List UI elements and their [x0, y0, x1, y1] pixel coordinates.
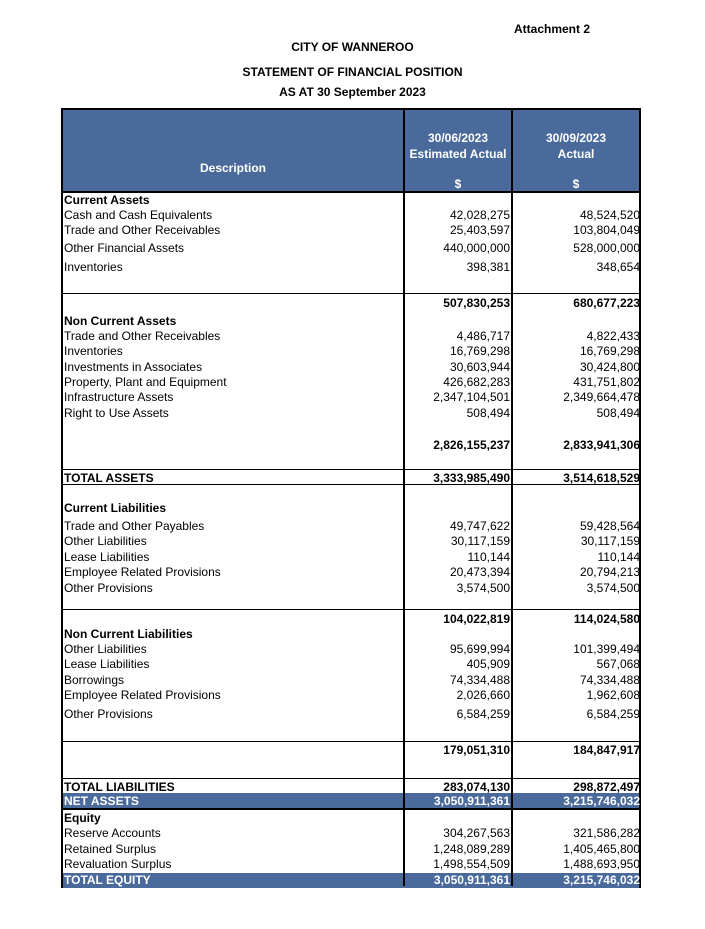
rule-current-assets-subtotal — [63, 293, 639, 294]
actual-currency: $ — [572, 177, 580, 191]
table-row: Other Provisions 6,584,259 6,584,259 — [64, 707, 640, 721]
subtotal-row: 2,826,155,237 2,833,941,306 — [433, 438, 640, 452]
estimated-actual-date: 30/06/2023 — [427, 131, 489, 145]
table-row: Cash and Cash Equivalents 42,028,275 48,524,520 — [64, 208, 640, 222]
description-header — [63, 110, 403, 192]
net-assets-row: NET ASSETS 3,050,911,361 3,215,746,032 — [64, 794, 640, 808]
table-row: Revaluation Surplus 1,498,554,509 1,488,693,950 — [64, 857, 640, 871]
statement-title: STATEMENT OF FINANCIAL POSITION — [242, 65, 463, 79]
table-row: Trade and Other Payables 49,747,622 59,428,564 — [64, 519, 640, 533]
rule-total-assets-top — [63, 469, 639, 470]
total-liabilities-row: TOTAL LIABILITIES 283,074,130 298,872,497 — [64, 780, 640, 794]
actual-header — [513, 110, 639, 192]
table-row: Employee Related Provisions 20,473,394 20,794,213 — [64, 565, 640, 579]
financial-statement-table — [61, 108, 641, 888]
table-row: Right to Use Assets 508,494 508,494 — [64, 406, 640, 420]
attachment-label: Attachment 2 — [514, 22, 591, 36]
total-equity-row: TOTAL EQUITY 3,050,911,361 3,215,746,032 — [64, 873, 640, 887]
table-row: Borrowings 74,334,488 74,334,488 — [64, 673, 640, 687]
estimated-actual-label: Estimated Actual — [409, 147, 507, 161]
table-row: Infrastructure Assets 2,347,104,501 2,349,664,478 — [64, 390, 640, 404]
section-heading-current-assets: Current Assets — [64, 193, 150, 207]
table-row: Investments in Associates 30,603,944 30,424,800 — [64, 360, 640, 374]
table-row: Property, Plant and Equipment 426,682,283 431,751,802 — [64, 375, 640, 389]
table-row: Lease Liabilities 110,144 110,144 — [64, 550, 640, 564]
organisation-name: CITY OF WANNEROO — [291, 40, 414, 54]
table-row: Other Financial Assets 440,000,000 528,000,000 — [64, 241, 640, 255]
table-row: Inventories 16,769,298 16,769,298 — [64, 344, 640, 358]
table-row: Other Liabilities 30,117,159 30,117,159 — [64, 534, 640, 548]
subtotal-row: 104,022,819 114,024,580 — [443, 612, 640, 626]
rule-total-liabilities-top — [63, 778, 639, 779]
table-row: Employee Related Provisions 2,026,660 1,962,608 — [64, 688, 640, 702]
table-row: Trade and Other Receivables 25,403,597 103,804,049 — [64, 223, 640, 237]
table-row: Inventories 398,381 348,654 — [64, 260, 640, 274]
estimated-actual-currency: $ — [454, 177, 462, 191]
subtotal-row: 179,051,310 184,847,917 — [443, 743, 640, 757]
estimated-actual-header — [405, 110, 511, 192]
statement-date: AS AT 30 September 2023 — [279, 85, 426, 99]
actual-label: Actual — [557, 147, 595, 161]
rule-current-liabilities-subtotal — [63, 609, 639, 610]
section-heading-equity: Equity — [64, 811, 101, 825]
table-row: Reserve Accounts 304,267,563 321,586,282 — [64, 826, 640, 840]
section-heading-current-liabilities: Current Liabilities — [64, 501, 167, 515]
rule-non-current-liabilities-subtotal — [63, 741, 639, 742]
section-heading-non-current-assets: Non Current Assets — [64, 314, 177, 328]
table-row: Other Liabilities 95,699,994 101,399,494 — [64, 642, 640, 656]
table-row: Trade and Other Receivables 4,486,717 4,822,433 — [64, 329, 640, 343]
total-assets-row: TOTAL ASSETS 3,333,985,490 3,514,618,529 — [64, 471, 640, 485]
table-row: Other Provisions 3,574,500 3,574,500 — [64, 581, 640, 595]
actual-date: 30/09/2023 — [545, 131, 607, 145]
section-heading-non-current-liabilities: Non Current Liabilities — [64, 627, 193, 641]
description-header-label: Description — [199, 161, 266, 175]
table-row: Lease Liabilities 405,909 567,068 — [64, 657, 640, 671]
subtotal-row: 507,830,253 680,677,223 — [443, 296, 640, 310]
table-row: Retained Surplus 1,248,089,289 1,405,465,800 — [64, 842, 640, 856]
